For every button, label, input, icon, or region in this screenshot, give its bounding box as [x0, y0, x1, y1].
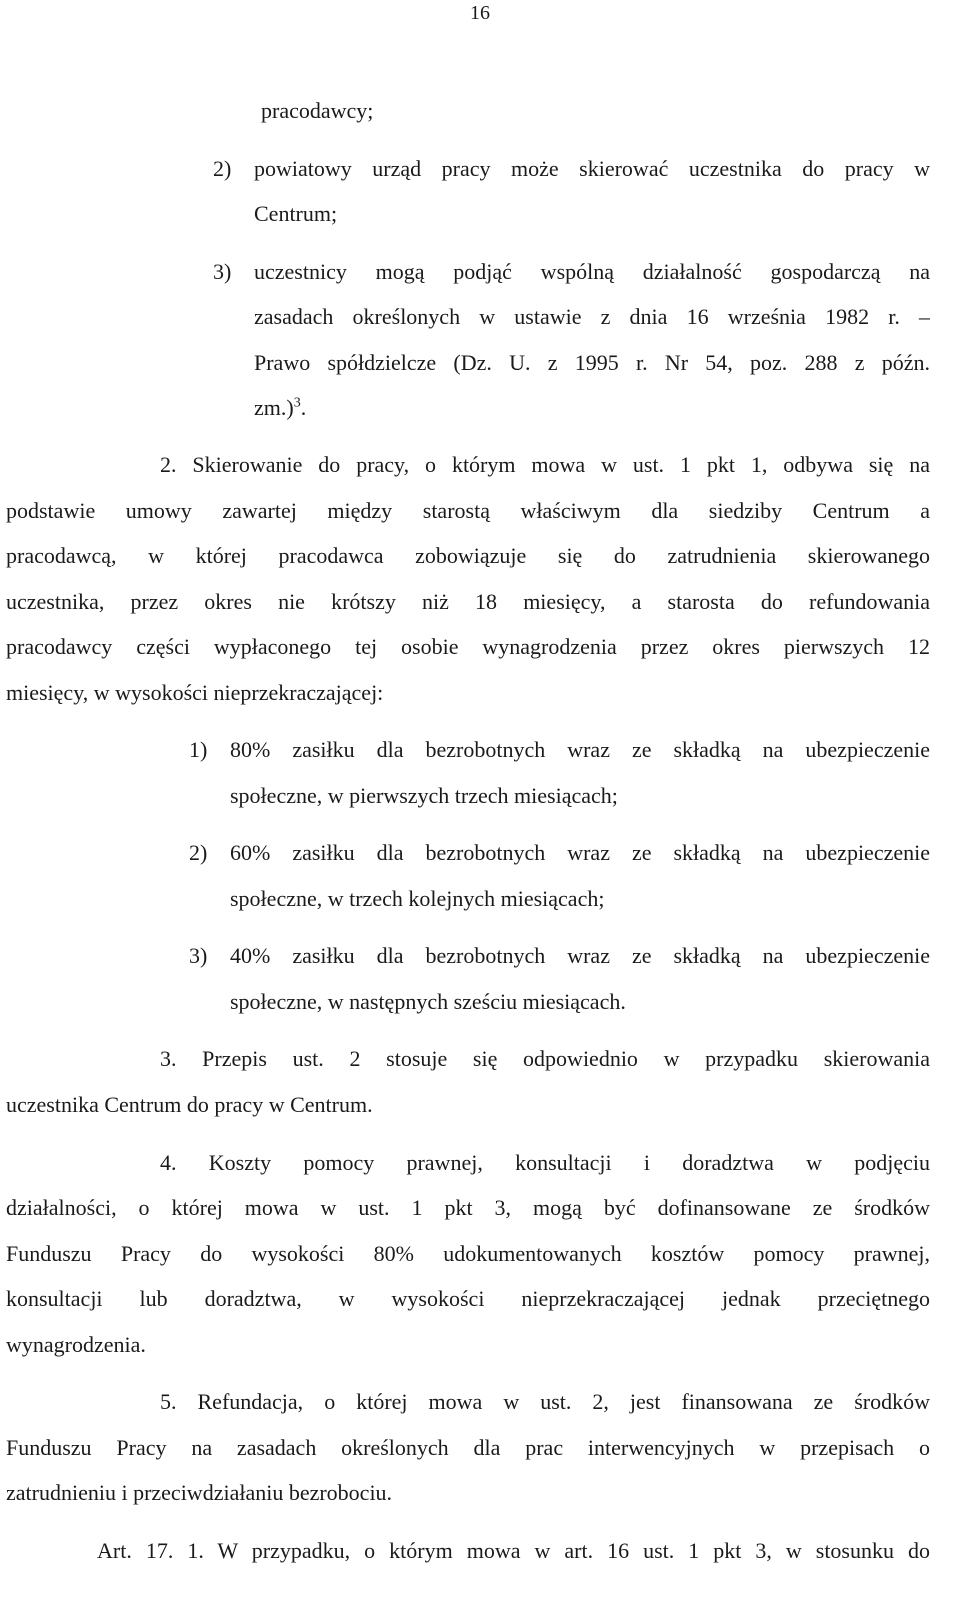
list-item-text: 40% zasiłku dla bezrobotnych wraz ze składką na ubezpieczenie [230, 945, 930, 968]
page-number: 16 [470, 2, 490, 24]
list-item-text: 80% zasiłku dla bezrobotnych wraz ze składką na ubezpieczenie [230, 739, 930, 762]
list-item-number: 2) [189, 840, 208, 865]
list-item-text: społeczne, w trzech kolejnych miesiącach; [230, 886, 605, 911]
list-item-number: 3) [189, 943, 208, 968]
list-item-number: 1) [189, 737, 208, 762]
paragraph-line: 3. Przepis ust. 2 stosuje się odpowiednio w przypadku skierowania [160, 1048, 930, 1071]
paragraph-line: zatrudnieniu i przeciwdziałaniu bezrobociu. [6, 1480, 393, 1505]
list-item-text: powiatowy urząd pracy może skierować uczestnika do pracy w [254, 158, 930, 181]
paragraph-line: podstawie umowy zawartej między starostą właściwym dla siedziby Centrum a [6, 500, 930, 523]
list-item-number: 2) [213, 156, 232, 181]
list-item-text: społeczne, w następnych sześciu miesiącach. [230, 989, 626, 1014]
paragraph-line: 4. Koszty pomocy prawnej, konsultacji i doradztwa w podjęciu [160, 1152, 930, 1175]
paragraph-line: Funduszu Pracy do wysokości 80% udokumentowanych kosztów pomocy prawnej, [6, 1243, 930, 1266]
paragraph-line: 2. Skierowanie do pracy, o którym mowa w ust. 1 pkt 1, odbywa się na [160, 454, 930, 477]
list-item-number: 3) [213, 259, 232, 284]
article-17-line: Art. 17. 1. W przypadku, o którym mowa w art. 16 ust. 1 pkt 3, w stosunku do [97, 1540, 930, 1563]
list-item-text: zm.)$^3$. [254, 395, 307, 420]
list-item-text: zasadach określonych w ustawie z dnia 16 września 1982 r. – [254, 306, 930, 329]
paragraph-line: uczestnika Centrum do pracy w Centrum. [6, 1092, 373, 1117]
list-item-text: społeczne, w pierwszych trzech miesiącach; [230, 783, 618, 808]
paragraph-line: pracodawcą, w której pracodawca zobowiązuje się do zatrudnienia skierowanego [6, 545, 930, 568]
list-item-text: 60% zasiłku dla bezrobotnych wraz ze składką na ubezpieczenie [230, 842, 930, 865]
paragraph-line: wynagrodzenia. [6, 1332, 146, 1357]
paragraph-line: uczestnika, przez okres nie krótszy niż 18 miesięcy, a starosta do refundowania [6, 591, 930, 614]
paragraph-line: Funduszu Pracy na zasadach określonych dla prac interwencyjnych w przepisach o [6, 1437, 930, 1460]
list-item-text: Centrum; [254, 201, 338, 226]
paragraph-line: 5. Refundacja, o której mowa w ust. 2, jest finansowana ze środków [160, 1391, 930, 1414]
paragraph-line: pracodawcy części wypłaconego tej osobie wynagrodzenia przez okres pierwszych 12 [6, 636, 930, 659]
paragraph-line: działalności, o której mowa w ust. 1 pkt 3, mogą być dofinansowane ze środków [6, 1197, 930, 1220]
intro-line: pracodawcy; [261, 98, 374, 123]
footnote-marker: 3 [293, 395, 301, 411]
paragraph-line: miesięcy, w wysokości nieprzekraczającej: [6, 680, 384, 705]
list-item-text: uczestnicy mogą podjąć wspólną działalność gospodarczą na [254, 261, 930, 284]
paragraph-line: konsultacji lub doradztwa, w wysokości nieprzekraczającej jednak przeciętnego [6, 1288, 930, 1311]
list-item-text: Prawo spółdzielcze (Dz. U. z 1995 r. Nr 54, poz. 288 z późn. [254, 352, 930, 375]
